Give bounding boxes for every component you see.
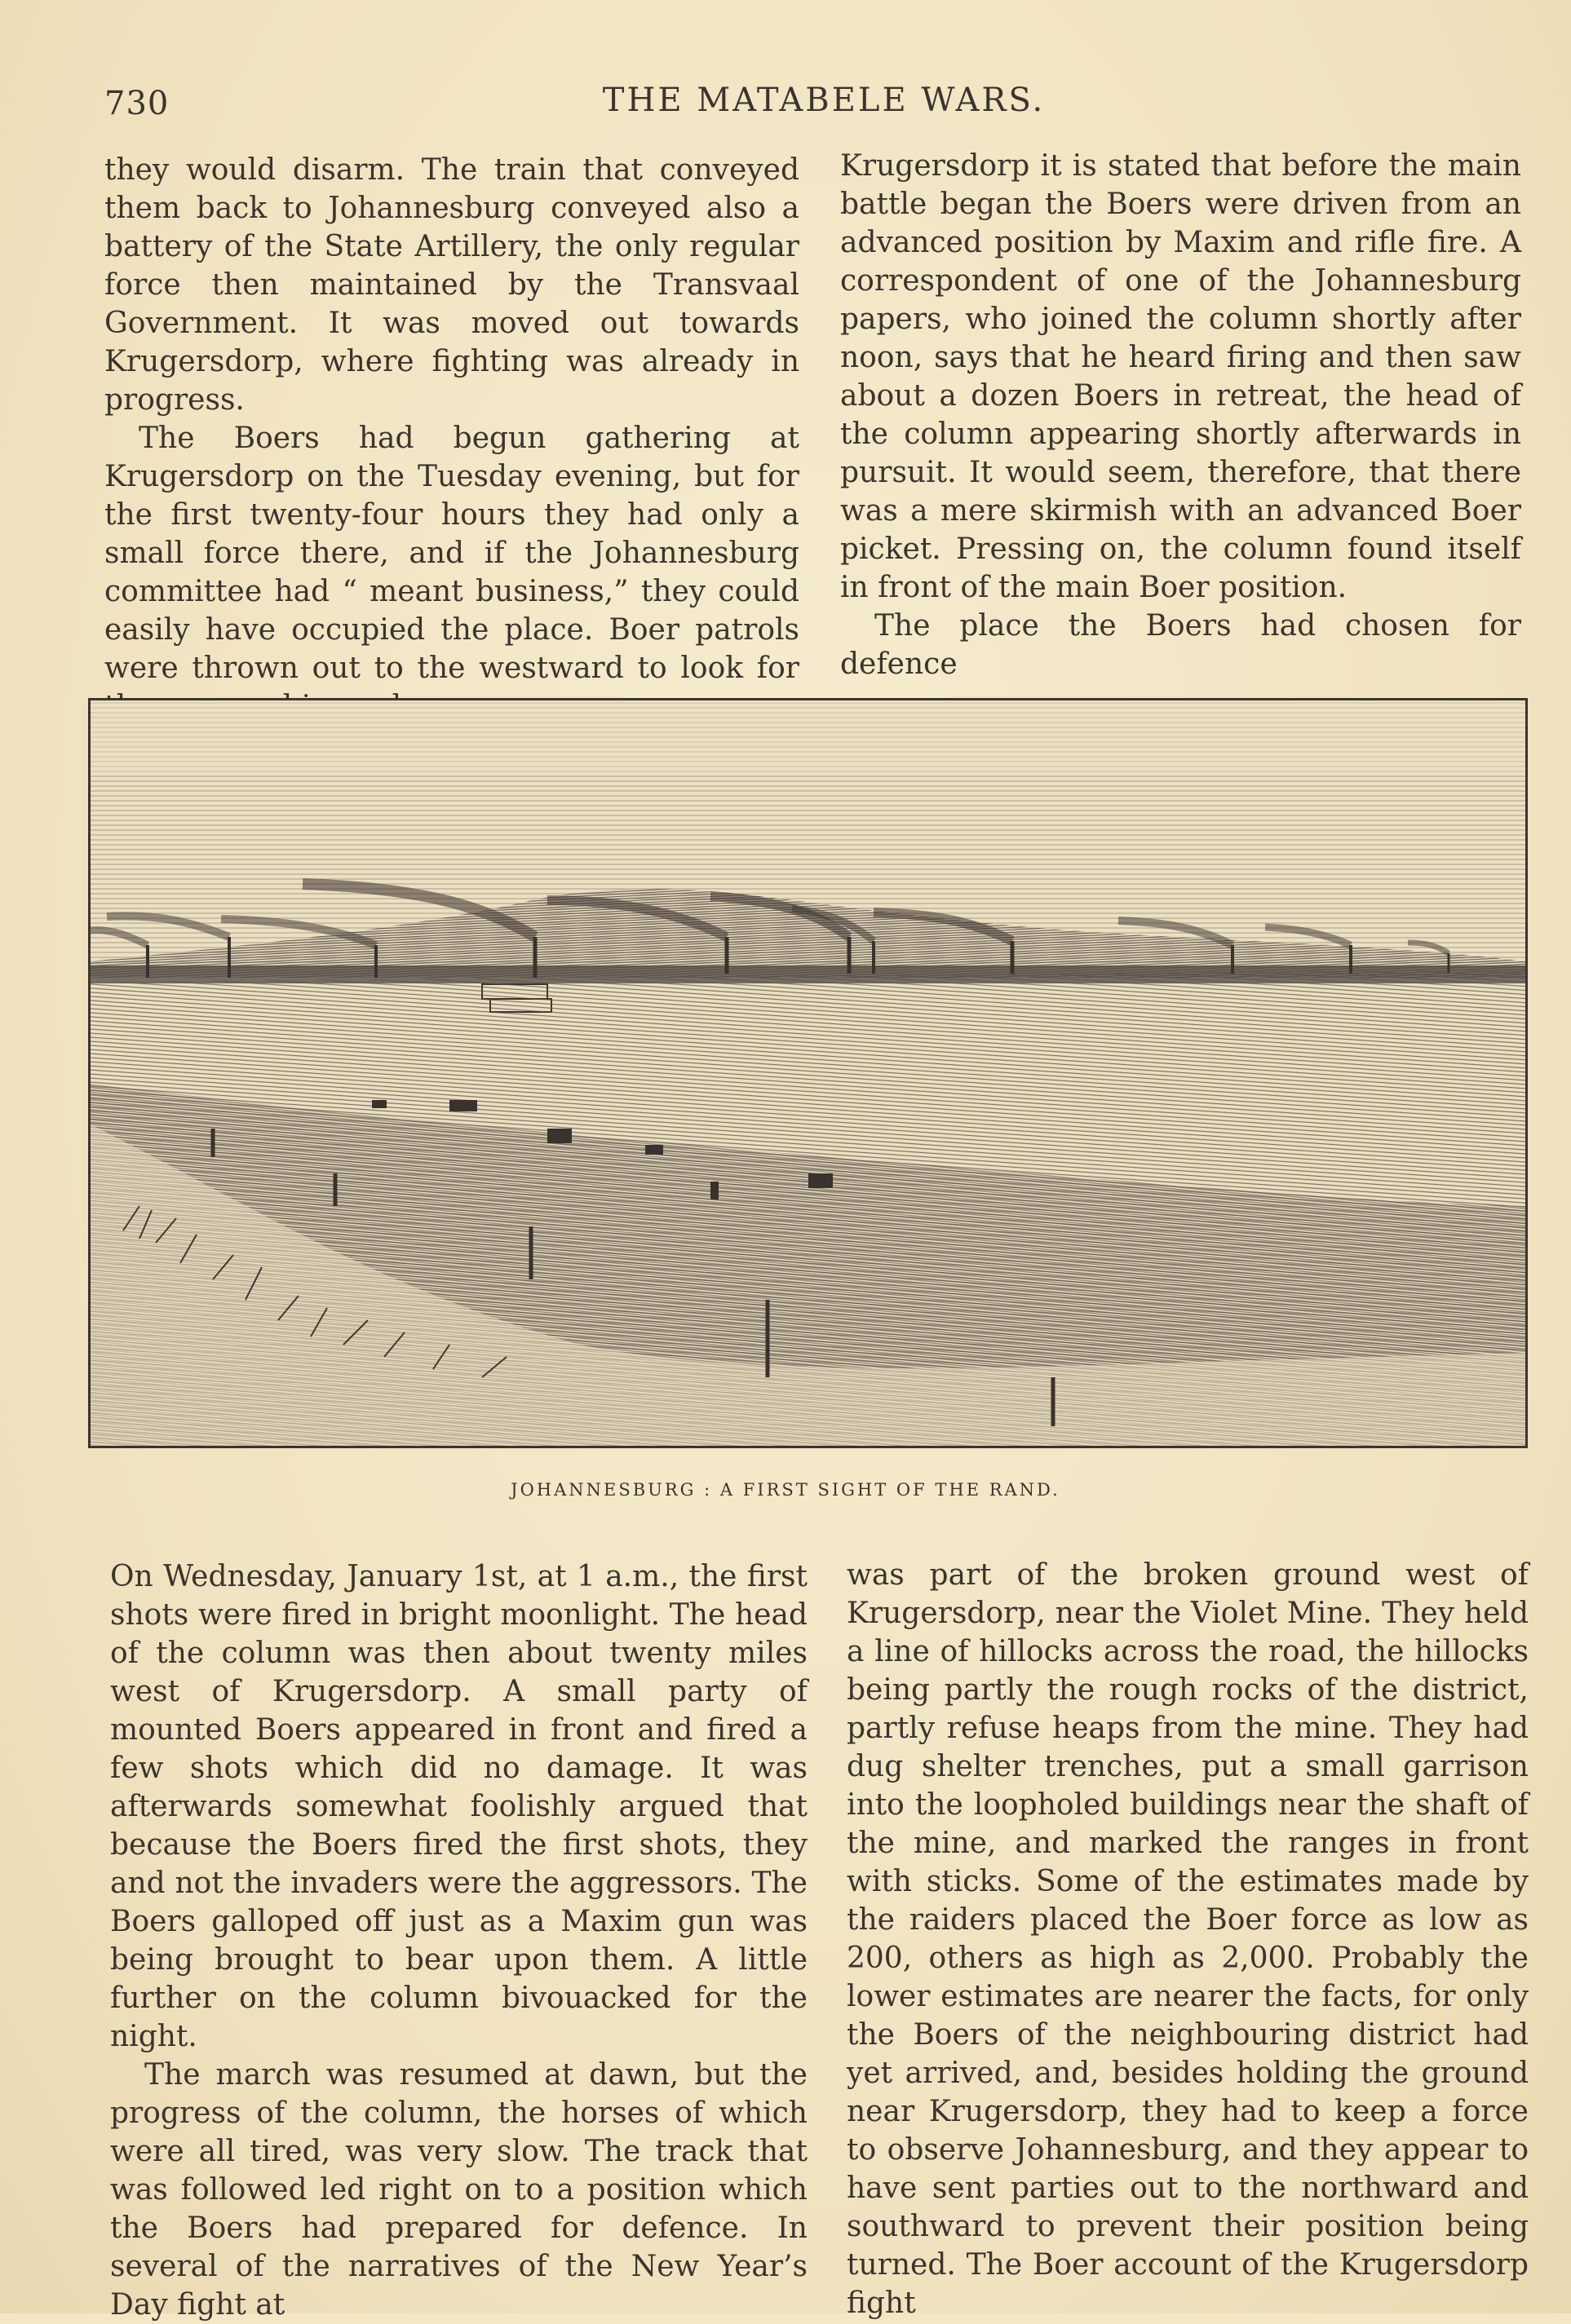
page-number: 730 xyxy=(104,85,170,122)
bottom-left-column xyxy=(110,1557,808,2324)
paragraph: they would disarm. The train that conveyed them back to Johannesburg conveyed also a battery of the State Artillery, the only regular force then maintained by the Transvaal Government. It was moved out towards Krugersdorp, where fighting was already in progress. xyxy=(104,153,799,417)
paragraph: The Boers had begun gathering at Krugersdorp on the Tuesday evening, but for the first twenty-four hours they had only a small force there, and if the Johannesburg committee had “ meant business,” they could easily have occupied the place. Boer patrols were thrown out to the westward to look for xyxy=(104,422,799,685)
running-title: THE MATABELE WARS. xyxy=(602,82,1046,119)
landscape-engraving xyxy=(91,700,1525,1446)
top-left-column xyxy=(104,151,799,726)
paragraph: The march was resumed at dawn, but the progress of the column, the horses of which were all tired, was very slow. The track that was followed led right on to a position which the Boers had prepared for defence. In several of the narratives of the New Year’s Day fight at xyxy=(110,2058,808,2322)
paragraph: On Wednesday, January 1st, at 1 a.m., the first shots were fired in bright moonlight. The head of the column was then about twenty miles west of Krugersdorp. A small party of mounted Boers appeared in front and fired a few shots which did no damage. It was afterwards somewhat foolishly argued that because the Boers fired the first shots, they and not the invaders were the aggressors. The Boers galloped off just as a Maxim gun was being brought to bear upon them. A little further on the column bivouacked for the night. xyxy=(110,1560,808,2053)
top-right-column xyxy=(840,147,1521,683)
illustration-caption: JOHANNESBURG : A FIRST SIGHT OF THE RAND. xyxy=(511,1480,1060,1500)
bottom-right-column xyxy=(847,1556,1529,2322)
engraving-illustration xyxy=(88,698,1528,1448)
paragraph: The place the Boers had chosen for defence xyxy=(840,609,1521,681)
paragraph: Krugersdorp it is stated that before the main battle began the Boers were driven from an advanced position by Maxim and rifle fire. A correspondent of one of the Johannesburg papers, who joined the column shortly after noon, says that he heard firing and then saw about a dozen Boers in retreat, the head of the column appearing shortly afterwards in pursuit. It would seem, therefore, that there was a mere skirmish with an advanced Boer picket. Pressing on, the column found itself in front of the main Boer position. xyxy=(840,149,1521,604)
paragraph: was part of the broken ground west of Krugersdorp, near the Violet Mine. They held a line of hillocks across the road, the hillocks being partly the rough rocks of the district, partly refuse heaps from the mine. They had dug shelter trenches, put a small garrison into the loopholed buildings near the shaft of the mine, and marked the ranges in front with sticks. Some of the estimates made by the raiders placed the Boer force as low as 200, others as high as 2,000. Probably the lower estimates are nearer the facts, for only the Boers of the neighbouring district had yet arrived, and, besides holding the ground near Krugersdorp, they had to keep a force to observe Johannesburg, and they appear to have sent parties out to the northward and southward to prevent their position being turned. The Boer account of the Krugersdorp fight xyxy=(847,1558,1529,2320)
